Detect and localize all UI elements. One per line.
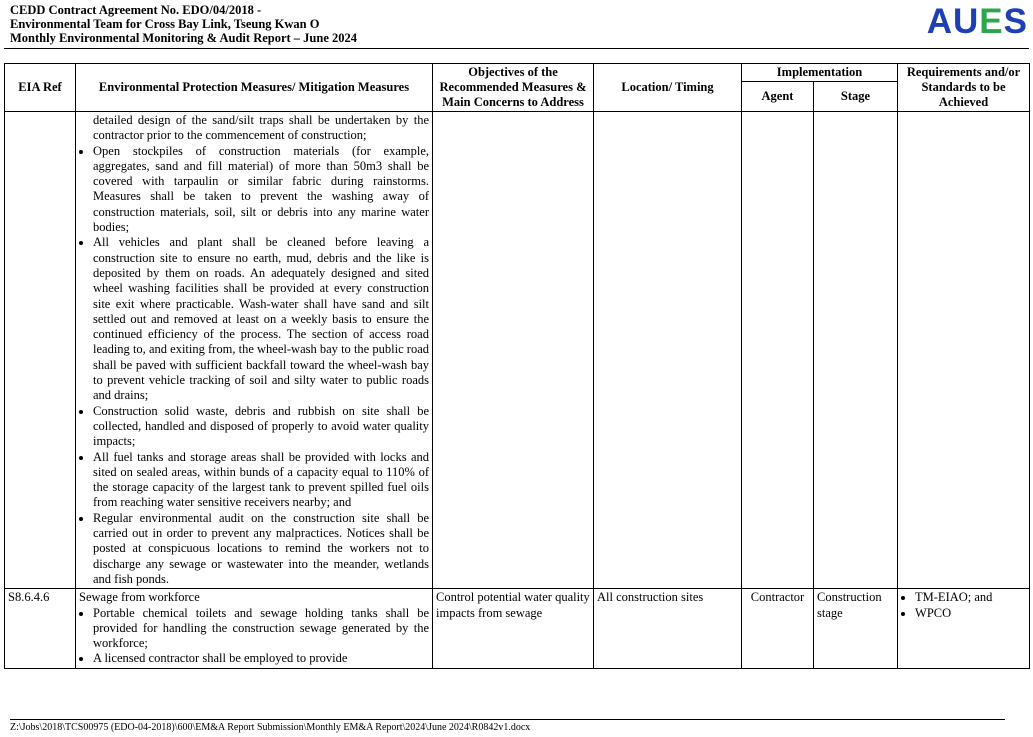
header-rule bbox=[4, 48, 1029, 49]
stage-cell: Construction stage bbox=[814, 589, 898, 668]
report-title: Monthly Environmental Monitoring & Audit Report – June 2024 bbox=[10, 31, 358, 45]
list-item: • TM-EIAO; and bbox=[915, 590, 1026, 605]
location-cell: All construction sites bbox=[594, 589, 742, 668]
measures-list bbox=[79, 144, 429, 588]
measures-cell bbox=[76, 112, 433, 589]
list-item: • Portable chemical toilets and sewage holding tanks shall be provided for handling the construction sewage generated by the workforce; bbox=[93, 606, 429, 652]
objectives-cell: Control potential water quality impacts from sewage bbox=[433, 589, 594, 668]
stage-cell bbox=[814, 112, 898, 589]
location-cell bbox=[594, 112, 742, 589]
header-location: Location/ Timing bbox=[594, 64, 742, 112]
requirements-cell bbox=[898, 589, 1030, 668]
file-path-footer: Z:\Jobs\2018\TCS00975 (EDO-04-2018)\600\EM&A Report Submission\Monthly EM&A Report\2024\June 2024\R0842v1.docx bbox=[10, 722, 531, 733]
header-implementation: Implementation bbox=[742, 64, 898, 82]
agent-cell: Contractor bbox=[742, 589, 814, 668]
measure-continued-text: detailed design of the sand/silt traps shall be undertaken by the contractor prior to the commencement of construction; bbox=[93, 113, 429, 143]
header-agent: Agent bbox=[742, 82, 814, 112]
list-item: • A licensed contractor shall be employed to provide bbox=[93, 651, 429, 666]
mitigation-measures-table bbox=[4, 63, 1030, 669]
team-title: Environmental Team for Cross Bay Link, Tseung Kwan O bbox=[10, 17, 320, 31]
agent-cell bbox=[742, 112, 814, 589]
measure-heading: Sewage from workforce bbox=[79, 590, 200, 605]
list-item: • Regular environmental audit on the construction site shall be carried out in order to prevent any malpractices. Notices shall be posted at conspicuous locations to remind the workers not to discharge any sewage or wastewater into the meander, wetlands and fish ponds. bbox=[93, 511, 429, 587]
list-item: • Construction solid waste, debris and rubbish on site shall be collected, handled and disposed of properly to avoid water quality impacts; bbox=[93, 404, 429, 450]
list-item: • Open stockpiles of construction materials (for example, aggregates, sand and fill material) of more than 50m3 shall be covered with tarpaulin or similar fabric during rainstorms. Measures shall be taken to prevent the washing away of construction materials, soil, silt or debris into any marine water bodies; bbox=[93, 144, 429, 236]
header-eia-ref: EIA Ref bbox=[5, 64, 76, 112]
list-item: • All vehicles and plant shall be cleaned before leaving a construction site to ensure no earth, mud, debris and the like is deposited by them on roads. An adequately designed and sited wheel washing facilities shall be provided at every construction site exit where practicable. Wash-water shall have sand and silt settled out and removed at least on a weekly basis to ensure the continued efficiency of the process. The section of access road leading to, and exiting from, the wheel-wash bay to the public road shall be paved with sufficient backfall toward the wheel-wash bay to prevent vehicle tracking of soil and silty water to public roads and drains; bbox=[93, 235, 429, 403]
footer-rule bbox=[10, 719, 1005, 720]
eia-ref-cell: S8.6.4.6 bbox=[5, 589, 76, 668]
header-stage: Stage bbox=[814, 82, 898, 112]
measures-list bbox=[79, 606, 429, 667]
requirements-list bbox=[901, 590, 1026, 621]
table-row bbox=[5, 112, 1030, 589]
header-objectives: Objectives of the Recommended Measures & Main Concerns to Address bbox=[433, 64, 594, 112]
eia-ref-cell bbox=[5, 112, 76, 589]
header-requirements: Requirements and/or Standards to be Achieved bbox=[898, 64, 1030, 112]
header-measures: Environmental Protection Measures/ Mitigation Measures bbox=[76, 64, 433, 112]
objectives-cell bbox=[433, 112, 594, 589]
contract-title: CEDD Contract Agreement No. EDO/04/2018 - bbox=[10, 3, 262, 17]
aues-logo: AUES bbox=[926, 2, 1028, 41]
document-header bbox=[10, 3, 357, 45]
list-item: • WPCO bbox=[915, 606, 1026, 621]
list-item: • All fuel tanks and storage areas shall be provided with locks and sited on sealed areas, within bunds of a capacity equal to 110% of the storage capacity of the largest tank to prevent spilled fuel oils from reaching water sensitive receivers nearby; and bbox=[93, 450, 429, 511]
table-row bbox=[5, 589, 1030, 668]
measures-cell bbox=[76, 589, 433, 668]
requirements-cell bbox=[898, 112, 1030, 589]
